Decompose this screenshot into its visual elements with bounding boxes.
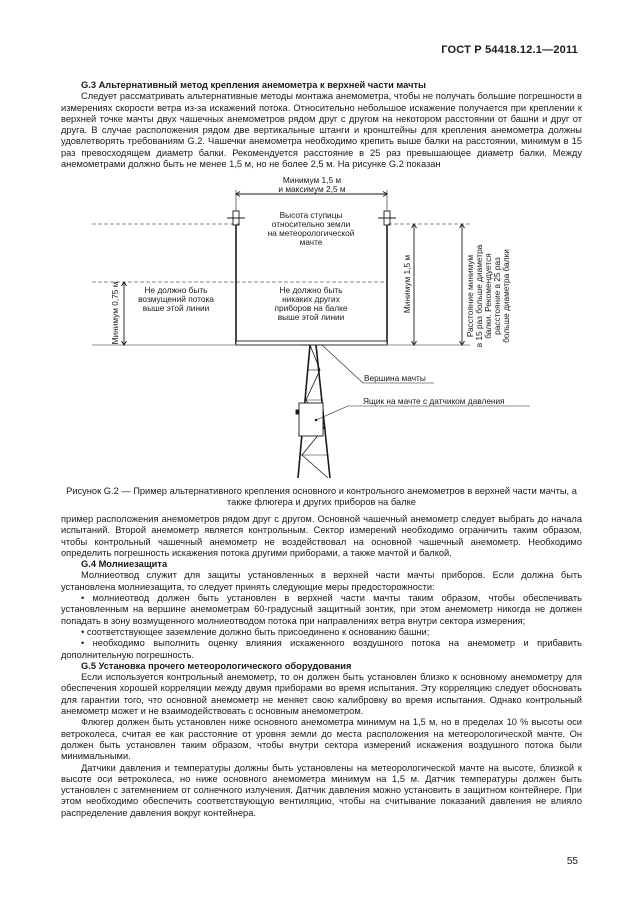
section-g5-paragraph-1: Если используется контрольный анемометр, то он должен быть установлен близко к основному анемометру для обеспечения хорошей корреляции между двумя приборами во время испытания. Эту корреляцию следует обосновать для гарантии того, что основной анемометр не меняет свою калибровку во время испытания. Однако контрольный анемометр может и не взаимодействовать с основным анемометром. <box>61 672 582 717</box>
min-075-label: Минимум 0,75 м <box>110 281 120 345</box>
section-g4-bullet-2: • соответствующее заземление должно быть присоединено к основанию башни; <box>81 626 430 637</box>
document-code-header: ГОСТ Р 54418.12.1—2011 <box>441 44 578 56</box>
section-g4-bullet-3: • необходимо выполнить оценку влияния искаженного воздушного потока на анемометр и прибавить дополнительную погрешность. <box>61 638 582 660</box>
sections-after-figure <box>61 514 582 819</box>
page-number: 55 <box>566 856 578 867</box>
distance-note-line1: Расстояние минимум <box>465 254 475 338</box>
after-figure-paragraph: пример расположения анемометров рядом друг с другом. Основной чашечный анемометр следует выбрать до начала испытаний. Второй анемометр является контрольным. Сектор измерений необходимо ограничить таким образом, чтобы контрольный чашечный анемометр не воздействовал на основной чашечный анемометр. Необходимо определить погрешность искажения потока другими приборами, а также мачтой и балкой. <box>61 514 582 558</box>
hub-height-line2: относительно земли <box>271 219 351 229</box>
section-g5-title: G.5 Установка прочего метеорологического оборудования <box>81 660 352 671</box>
no-instruments-line1: Не должно быть <box>279 285 343 295</box>
mast-top-label: Вершина мачты <box>364 373 426 383</box>
hub-height-line4: мачте <box>299 237 323 247</box>
no-disturbance-line1: Не должно быть <box>144 285 208 295</box>
section-g3-paragraph: Следует рассматривать альтернативные методы монтажа анемометра, чтобы не получать большие погрешности в измерениях скорости ветра из-за искажений потока. Относительно небольшое искажение получается при креплении к верхней точке мачты двух чашечных анемометров рядом друг с другом на некотором расстоянии от башни и друг от друга. В случае расположения рядом две вертикальные штанги и кронштейны для крепления анемометра должны удовлетворять требованиям G.2. Чашечки анемометра необходимо крепить выше балки на расстоянии, минимум в 15 раз превосходящем диаметр балки. Рекомендуется расстояние в 25 раз превышающее диаметр балки. Между анемометрами должно быть не менее 1,5 м, но не более 2,5 м. На рисунке G.2 показан <box>61 91 582 170</box>
distance-note-line3: балки. Рекомендуется <box>483 253 493 339</box>
hub-height-line1: Высота ступицы <box>279 210 343 220</box>
span-label-line2: и максимум 2,5 м <box>278 184 346 194</box>
hub-height-line3: на метеорологической <box>267 228 355 238</box>
section-g4-bullet-1: • молниеотвод должен быть установлен в верхней части мачты таким образом, чтобы обеспечивать установленным на вершине анемометрам 60-градусный защитный зонтик, при этом анемометр никогда не должен попадать в зону возмущенного молниеотводом потока при направлениях ветра внутри сектора измерения; <box>61 593 582 626</box>
distance-note-line5: больше диаметра балки <box>501 249 511 343</box>
section-g3-title: G.3 Альтернативный метод крепления анемометра к верхней части мачты <box>81 80 426 90</box>
section-g4-title: G.4 Молниезащита <box>81 559 168 570</box>
span-label-line1: Минимум 1,5 м <box>282 175 342 185</box>
figure-caption: Рисунок G.2 — Пример альтернативного крепления основного и контрольного анемометров в верхней части мачты, а также флюгера и других приборов на балке <box>66 486 577 508</box>
section-g5-paragraph-2: Флюгер должен быть установлен ниже основного анемометра минимум на 1,5 м, но в пределах 10 % высоты оси ветроколеса, считая ее как расстояние от уровня земли до места расположения на метеорологической мачте. Он должен быть установлен таким образом, чтобы внутри сектора измерений искажения воздушного потока были минимальными. <box>61 717 582 762</box>
no-instruments-line4: выше этой линии <box>277 312 345 322</box>
distance-note-line4: расстояние в 25 раз <box>492 257 502 335</box>
no-instruments-line2: никаких других <box>282 294 340 304</box>
no-instruments-line3: приборов на балке <box>274 303 348 313</box>
pressure-box-label: Ящик на мачте с датчиком давления <box>363 396 505 406</box>
distance-note-line2: в 15 раз больше диаметра <box>474 244 484 348</box>
no-disturbance-line3: выше этой линии <box>142 303 210 313</box>
section-g4-paragraph: Молниеотвод служит для защиты установленных в верхней части мачты приборов. Если должна быть установлена молниезащита, то следует принять следующие меры предосторожности: <box>61 570 582 592</box>
section-g5-paragraph-3: Датчики давления и температуры должны быть установлены на метеорологической мачте на высоте, близкой к высоте оси ветроколеса, но ниже основного анемометра минимум на 1,5 м. Датчик температуры должен быть установлен с затемнением от солнечного излучения. Датчик давления можно установить в защитном контейнере. При этом необходимо обеспечить соответствующую вентиляцию, чтобы на считывание показаний давления не влияло распределение давления вокруг контейнера. <box>61 762 582 818</box>
no-disturbance-line2: возмущений потока <box>138 294 214 304</box>
min-15-label: Минимум 1,5 м <box>402 254 412 314</box>
